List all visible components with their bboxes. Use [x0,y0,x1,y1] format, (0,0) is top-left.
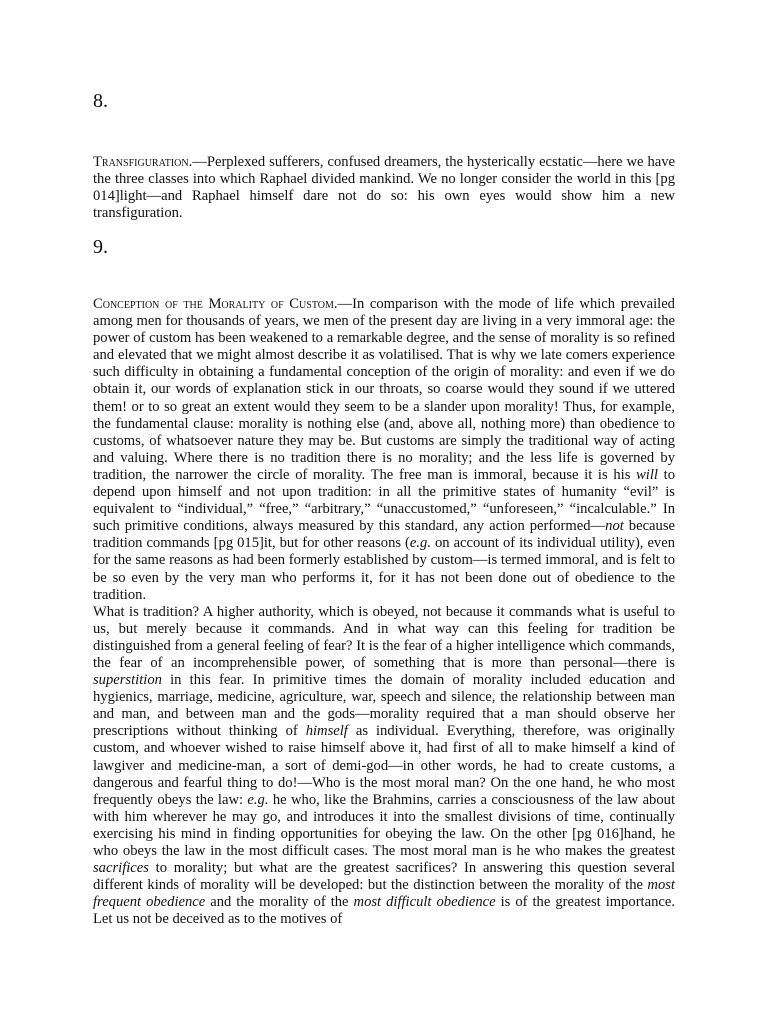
text-run: and the morality of the [205,894,354,911]
emphasis: will [636,466,658,483]
text-run: as individual. Everything, therefore, was originally custom, and whoever wished to raise himself above it, had first of all to make himself a kind of lawgiver and medicine-man, a sort of demi-god—in other words, he had to create customs, a dangerous and fearful thing to do!—Who is the most moral man? On the one hand, he who most frequently obeys the law: [93,723,675,808]
section-8-body: —Perplexed sufferers, confused dreamers, the hysterically ecstatic—here we have the three classes into which Raphael divided mankind. We no longer consider the world in this [pg 014]light—and Raphael himself dare not do so: his own eyes would show him a new transfiguration. [93,154,675,222]
text-run: on account of its individual utility), even for the same reasons as had been formerly established by custom—is termed immoral, and is felt to be so even by the very man who performs it, for it has not been done out of obedience to the tradition. [93,535,675,603]
section-8-heading: Transfiguration. [93,154,193,170]
emphasis: superstition [93,672,162,689]
emphasis: not [605,518,624,535]
text-run: What is tradition? A higher authority, which is obeyed, not because it commands what is useful to us, but merely because it commands. And in what way can this feeling for tradition be distinguished from a general feeling of fear? It is the fear of a higher intelligence which commands, the fear of an incomprehensible power, of something that is more than personal—there is [93,603,675,671]
emphasis: e.g. [247,791,269,808]
section-number-8: 8. [93,90,108,112]
text-run: —In comparison with the mode of life which prevailed among men for thousands of years, we men of the present day are living in a very immoral age: the power of custom has been weakened to a remarkable degree, and the sense of morality is so refined and elevated that we might almost describe it as volatilised. That is why we late comers experience such difficulty in obtaining a fundamental conception of the origin of morality: and even if we do obtain it, our words of explanation stick in our throats, so coarse would they sound if we uttered them! or to so great an extent would they seem to be a slander upon morality! Thus, for example, the fundamental clause: morality is nothing else (and, above all, nothing more) than obedience to customs, of whatsoever nature they may be. But customs are simply the traditional way of acting and valuing. Where there is no tradition there is no morality; and the less life is governed by tradition, the narrower the circle of morality. The free man is immoral, because it is his [93,296,675,483]
text-run: to depend upon himself and not upon tradition: in all the primitive states of humanity “evil” is equivalent to “individual,” “free,” “arbitrary,” “unaccustomed,” “unforeseen,” “incalculable.” In such primitive conditions, always measured by this standard, any action performed— [93,466,675,535]
section-number-9: 9. [93,236,108,258]
emphasis: most frequent obedience [93,877,675,911]
section-9-paragraph-2 [93,604,675,929]
text-run: is of the greatest importance. Let us not be deceived as to the motives of [93,894,675,928]
section-8-paragraph [93,154,675,222]
text-run: he who, like the Brahmins, carries a consciousness of the law about with him wherever he may go, and introduces it into the smallest divisions of time, continually exercising his mind in finding opportunities for obeying the law. On the other [pg 016]hand, he who obeys the law in the most difficult cases. The most moral man is he who makes the greatest [93,791,675,859]
section-9-text [93,296,675,928]
emphasis: most difficult obedience [353,894,496,911]
emphasis: e.g. [409,535,431,552]
emphasis: himself [305,723,348,740]
section-9-heading: Conception of the Morality of Custom. [93,296,338,312]
text-run: to morality; but what are the greatest sacrifices? In answering this question several different kinds of morality will be developed: but the distinction between the morality of the [93,860,675,894]
text-run: because tradition commands [pg 015]it, but for other reasons ( [93,518,675,552]
emphasis: sacrifices [93,860,149,877]
section-9-paragraph-1 [93,296,675,604]
text-run: in this fear. In primitive times the domain of morality included education and hygienics, marriage, medicine, agriculture, war, speech and silence, the relationship between man and man, and between man and the gods—morality required that a man should observe her prescriptions without thinking of [93,672,675,740]
